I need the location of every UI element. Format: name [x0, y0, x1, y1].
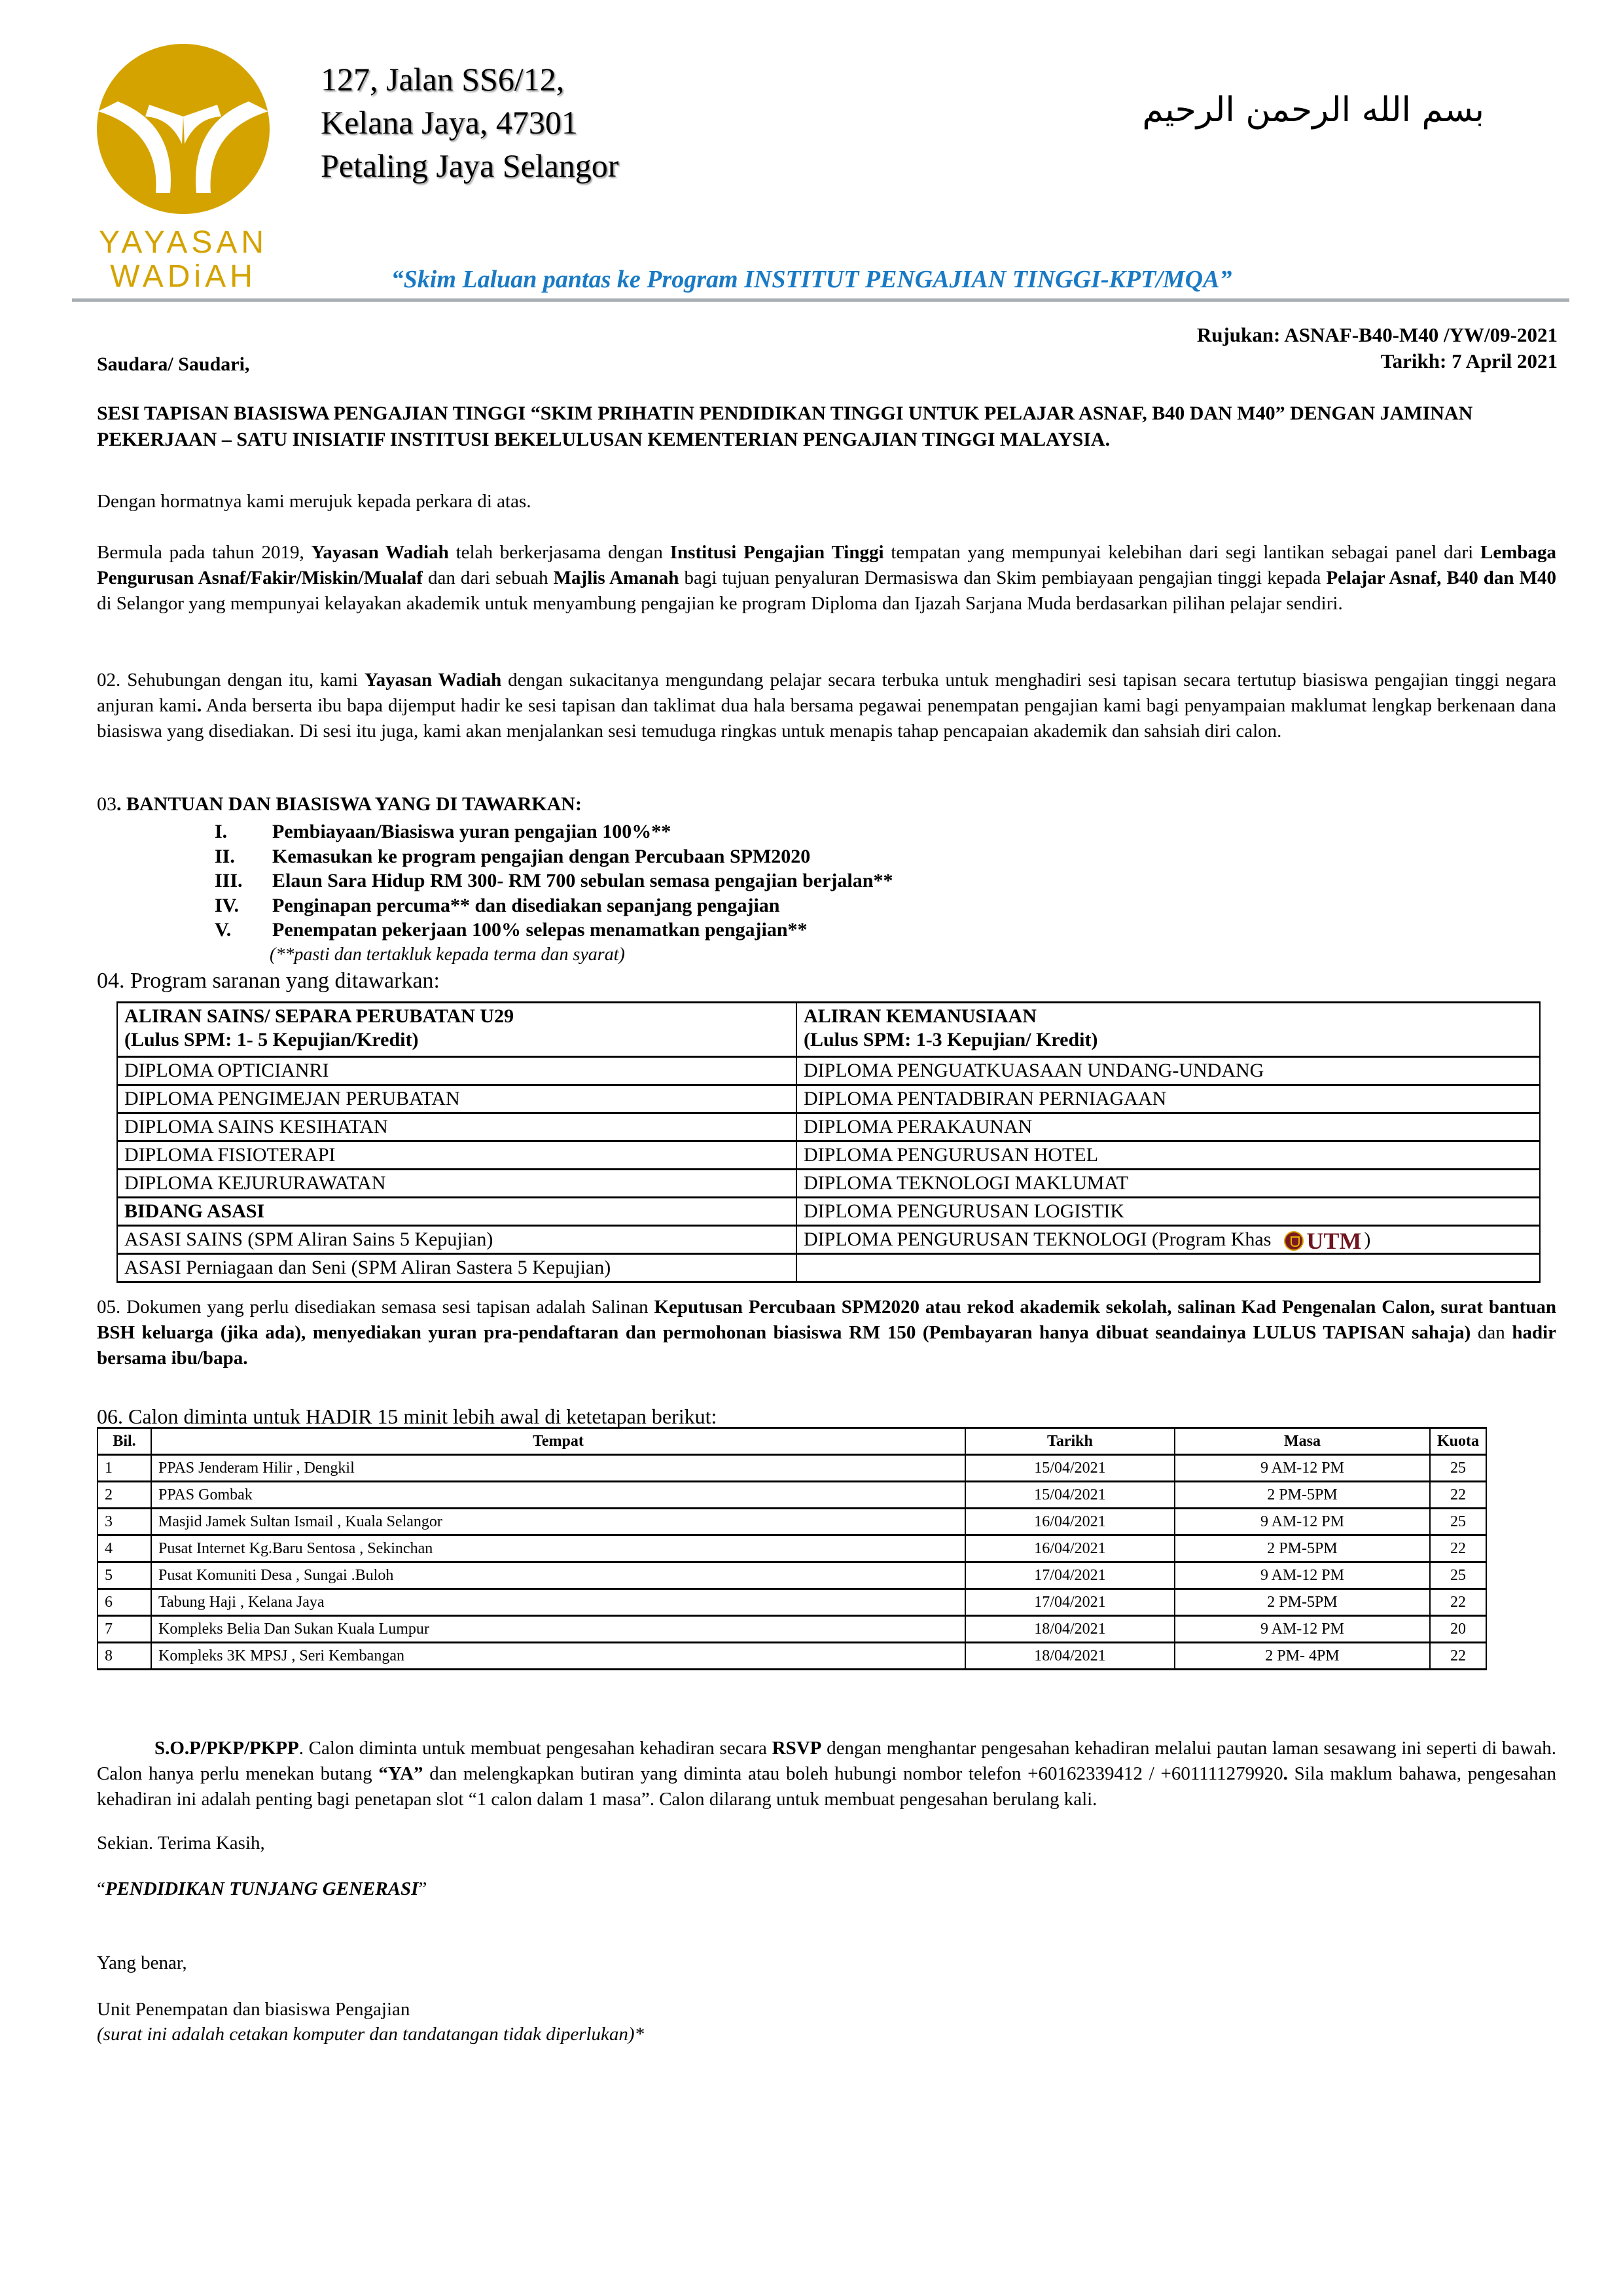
cell-masa: 9 AM-12 PM [1175, 1616, 1430, 1643]
program-name: DIPLOMA PENGURUSAN HOTEL [804, 1144, 1099, 1166]
cell-masa: 2 PM-5PM [1175, 1535, 1430, 1562]
cell-bil: 2 [98, 1482, 151, 1509]
program-row [117, 1198, 1540, 1226]
bold-run: “YA” [378, 1763, 423, 1784]
address-line: Petaling Jaya Selangor [321, 147, 619, 184]
benefit-text: Pembiayaan/Biasiswa yuran pengajian 100%** [272, 821, 671, 842]
tagline: “Skim Laluan pantas ke Program INSTITUT PENGAJIAN TINGGI-KPT/MQA” [391, 266, 1232, 293]
opening-line: Dengan hormatnya kami merujuk kepada perkara di atas. [97, 491, 531, 512]
closing-thanks: Sekian. Terima Kasih, [97, 1833, 265, 1854]
program-row [117, 1254, 1540, 1282]
salutation: Saudara/ Saudari, [97, 353, 250, 375]
bold-run: S.O.P/PKP/PKPP [154, 1738, 299, 1759]
sender-unit: Unit Penempatan dan biasiswa Pengajian [97, 1999, 410, 2020]
program-humanities [796, 1226, 1540, 1254]
reference-number: Rujukan: ASNAF-B40-M40 /YW/09-2021 [1196, 323, 1558, 346]
program-row [117, 1085, 1540, 1113]
benefit-text: Kemasukan ke program pengajian dengan Percubaan SPM2020 [272, 845, 811, 867]
text-run: 05. Dokumen yang perlu disediakan semasa sesi tapisan adalah Salinan [97, 1297, 654, 1318]
text-run: 02. Sehubungan dengan itu, kami [97, 670, 365, 691]
col-kuota: Kuota [1430, 1428, 1486, 1455]
cell-tempat: Pusat Internet Kg.Baru Sentosa , Sekinchan [151, 1535, 965, 1562]
text-run: tempatan yang mempunyai kelebihan dari segi lantikan sebagai panel dari [883, 542, 1480, 563]
cell-masa: 9 AM-12 PM [1175, 1562, 1430, 1589]
bold-run: Yayasan Wadiah [311, 542, 449, 563]
header-line: (Lulus SPM: 1- 5 Kepujian/Kredit) [124, 1029, 419, 1050]
bold-run: . [196, 695, 202, 716]
logo-emblem-icon [92, 39, 275, 223]
schedule-row [98, 1589, 1486, 1616]
bold-run: . [1283, 1763, 1288, 1784]
quote-open: “ [97, 1878, 105, 1899]
bold-run: Yayasan Wadiah [364, 670, 502, 691]
program-row [117, 1141, 1540, 1170]
program-humanities [796, 1254, 1540, 1282]
sop-paragraph [97, 1736, 1556, 1812]
cell-tarikh: 15/04/2021 [965, 1455, 1175, 1482]
text-run: . Calon diminta untuk membuat pengesahan kehadiran secara [298, 1738, 772, 1759]
program-science: DIPLOMA SAINS KESIHATAN [117, 1113, 796, 1141]
program-row [117, 1057, 1540, 1085]
cell-kuota: 22 [1430, 1643, 1486, 1670]
schedule-header [98, 1428, 1486, 1455]
address-line: Kelana Jaya, 47301 [321, 104, 578, 141]
cell-masa: 2 PM-5PM [1175, 1482, 1430, 1509]
text-run: bagi tujuan penyaluran Dermasiswa dan Skim pembiayaan pengajian tinggi kepada [679, 567, 1327, 588]
cell-tarikh: 18/04/2021 [965, 1643, 1175, 1670]
col-bil: Bil. [98, 1428, 151, 1455]
cell-kuota: 25 [1430, 1509, 1486, 1535]
benefits-list [215, 819, 893, 942]
signature-footnote: (surat ini adalah cetakan komputer dan tandatangan tidak diperlukan)* [97, 2024, 645, 2045]
programs-table [116, 1001, 1541, 1283]
program-row [117, 1113, 1540, 1141]
utm-wordmark: UTM [1306, 1228, 1362, 1255]
reference-block [1197, 322, 1558, 374]
benefit-text: Elaun Sara Hidup RM 300- RM 700 sebulan semasa pengajian berjalan** [272, 870, 893, 891]
cell-tempat: Pusat Komuniti Desa , Sungai .Buloh [151, 1562, 965, 1589]
program-row [117, 1170, 1540, 1198]
col-masa: Masa [1175, 1428, 1430, 1455]
benefit-numeral: III. [215, 870, 243, 891]
cell-kuota: 22 [1430, 1589, 1486, 1616]
section-6-title: 06. Calon diminta untuk HADIR 15 minit lebih awal di ketetapan berikut: [97, 1405, 717, 1428]
schedule-row [98, 1455, 1486, 1482]
schedule-row [98, 1643, 1486, 1670]
benefit-numeral: V. [215, 919, 232, 941]
benefit-numeral: I. [215, 821, 228, 842]
cell-bil: 6 [98, 1589, 151, 1616]
program-name: DIPLOMA PENGUATKUASAAN UNDANG-UNDANG [804, 1060, 1264, 1081]
bold-run: hadir bersama ibu/bapa. [97, 1322, 1556, 1369]
section-3-number: 03 [97, 793, 116, 815]
cell-masa: 9 AM-12 PM [1175, 1455, 1430, 1482]
program-name: DIPLOMA PENTADBIRAN PERNIAGAAN [804, 1088, 1167, 1109]
schedule-row [98, 1509, 1486, 1535]
cell-tarikh: 18/04/2021 [965, 1616, 1175, 1643]
program-humanities [796, 1057, 1540, 1085]
address-line: 127, Jalan SS6/12, [321, 61, 565, 98]
benefits-note: (**pasti dan tertakluk kepada terma dan syarat) [270, 944, 625, 965]
cell-tarikh: 16/04/2021 [965, 1509, 1175, 1535]
program-science: ASASI Perniagaan dan Seni (SPM Aliran Sastera 5 Kepujian) [117, 1254, 796, 1282]
bold-run: Institusi Pengajian Tinggi [669, 542, 884, 563]
header-science-stream [117, 1003, 796, 1057]
bold-run: Keputusan Percubaan SPM2020 atau rekod akademik sekolah, salinan Kad Pengenalan Calon, surat bantuan BSH keluarga (jika ada), menyediakan yuran pra-pendaftaran dan permohonan biasiswa RM 150 (Pembayaran hanya dibuat seandainya LULUS TAPISAN sahaja) [97, 1297, 1556, 1343]
program-humanities [796, 1113, 1540, 1141]
schedule-row [98, 1616, 1486, 1643]
cell-bil: 3 [98, 1509, 151, 1535]
motto [97, 1878, 427, 1900]
program-humanities [796, 1198, 1540, 1226]
col-tempat: Tempat [151, 1428, 965, 1455]
quote-close: ” [418, 1878, 427, 1899]
benefit-text: Penginapan percuma** dan disediakan sepanjang pengajian [272, 894, 780, 916]
header-line: ALIRAN SAINS/ SEPARA PERUBATAN U29 [124, 1005, 514, 1027]
benefit-numeral: II. [215, 845, 235, 867]
program-science: DIPLOMA KEJURURAWATAN [117, 1170, 796, 1198]
paragraph-1 [97, 540, 1556, 617]
cell-tarikh: 15/04/2021 [965, 1482, 1175, 1509]
program-humanities [796, 1141, 1540, 1170]
logo-text-wadiah: WADiAH [110, 259, 257, 294]
paragraph-2 [97, 668, 1556, 744]
cell-kuota: 25 [1430, 1562, 1486, 1589]
bold-run: RSVP [772, 1738, 822, 1759]
programs-table-header [117, 1003, 1540, 1057]
bold-run: Pelajar Asnaf, B40 dan M40 [1326, 567, 1556, 588]
program-humanities [796, 1170, 1540, 1198]
letter-date: Tarikh: 7 April 2021 [1380, 350, 1558, 372]
motto-text: PENDIDIKAN TUNJANG GENERASI [105, 1878, 419, 1899]
col-tarikh: Tarikh [965, 1428, 1175, 1455]
text-run: dengan sukacitanya mengundang pelajar secara terbuka untuk menghadiri sesi tapisan secara tertutup biasiswa pengajian tinggi negara anjuran kami [97, 670, 1556, 716]
cell-tempat: Tabung Haji , Kelana Jaya [151, 1589, 965, 1616]
program-row [117, 1226, 1540, 1254]
program-name: DIPLOMA TEKNOLOGI MAKLUMAT [804, 1172, 1129, 1194]
cell-tempat: PPAS Jenderam Hilir , Dengkil [151, 1455, 965, 1482]
benefit-item [215, 893, 893, 918]
utm-seal-icon [1284, 1231, 1304, 1251]
cell-tempat: Kompleks 3K MPSJ , Seri Kembangan [151, 1643, 965, 1670]
text-run: dan dari sebuah [422, 567, 554, 588]
cell-tarikh: 17/04/2021 [965, 1589, 1175, 1616]
cell-masa: 9 AM-12 PM [1175, 1509, 1430, 1535]
text-run: dengan menghantar pengesahan kehadiran melalui pautan laman sesawang ini seperti di bawah. Calon hanya perlu menekan butang [97, 1738, 1556, 1784]
benefit-item [215, 844, 893, 869]
schedule-table [97, 1427, 1487, 1670]
program-science: ASASI SAINS (SPM Aliran Sains 5 Kepujian) [117, 1226, 796, 1254]
cell-bil: 4 [98, 1535, 151, 1562]
program-science: DIPLOMA OPTICIANRI [117, 1057, 796, 1085]
bold-run: Majlis Amanah [553, 567, 679, 588]
benefit-text: Penempatan pekerjaan 100% selepas menamatkan pengajian** [272, 919, 808, 941]
closing-yours: Yang benar, [97, 1952, 187, 1973]
closing-paren: ) [1364, 1229, 1371, 1250]
program-name: DIPLOMA PENGURUSAN TEKNOLOGI (Program Khas [804, 1229, 1272, 1250]
program-science: DIPLOMA PENGIMEJAN PERUBATAN [117, 1085, 796, 1113]
program-name: DIPLOMA PENGURUSAN LOGISTIK [804, 1200, 1125, 1222]
header-humanities-stream [796, 1003, 1540, 1057]
cell-tarikh: 17/04/2021 [965, 1562, 1175, 1589]
paragraph-5 [97, 1295, 1556, 1371]
cell-bil: 1 [98, 1455, 151, 1482]
cell-tempat: Masjid Jamek Sultan Ismail , Kuala Selangor [151, 1509, 965, 1535]
benefit-item [215, 819, 893, 844]
cell-kuota: 20 [1430, 1616, 1486, 1643]
cell-tarikh: 16/04/2021 [965, 1535, 1175, 1562]
text-run: dan [1471, 1322, 1512, 1343]
section-4-title: 04. Program saranan yang ditawarkan: [97, 969, 440, 993]
program-name: DIPLOMA PERAKAUNAN [804, 1116, 1033, 1138]
cell-bil: 8 [98, 1643, 151, 1670]
text-run: dan melengkapkan butiran yang diminta atau boleh hubungi nombor telefon +60162339412 / +601111279920 [423, 1763, 1283, 1784]
program-science: BIDANG ASASI [117, 1198, 796, 1226]
benefit-item [215, 869, 893, 893]
address-block [321, 58, 618, 187]
letter-subject: SESI TAPISAN BIASISWA PENGAJIAN TINGGI “SKIM PRIHATIN PENDIDIKAN TINGGI UNTUK PELAJAR ASNAF, B40 DAN M40” DENGAN JAMINAN PEKERJAAN – SATU INISIATIF INSTITUSI BEKELULUSAN KEMENTERIAN PENGAJIAN TINGGI MALAYSIA. [97, 403, 1473, 450]
text-run: di Selangor yang mempunyai kelayakan akademik untuk menyambung pengajian ke program Diploma dan Ijazah Sarjana Muda berdasarkan pilihan pelajar sendiri. [97, 593, 1343, 614]
schedule-row [98, 1562, 1486, 1589]
text-run: telah berkerjasama dengan [448, 542, 670, 563]
header-divider [72, 298, 1569, 302]
cell-bil: 7 [98, 1616, 151, 1643]
program-humanities [796, 1085, 1540, 1113]
cell-kuota: 25 [1430, 1455, 1486, 1482]
benefit-numeral: IV. [215, 894, 239, 916]
yayasan-wadiah-logo [92, 39, 275, 295]
header-line: ALIRAN KEMANUSIAAN [804, 1005, 1037, 1027]
cell-kuota: 22 [1430, 1482, 1486, 1509]
utm-logo [1284, 1228, 1362, 1255]
text-run: Bermula pada tahun 2019, [97, 542, 312, 563]
cell-bil: 5 [98, 1562, 151, 1589]
cell-tempat: PPAS Gombak [151, 1482, 965, 1509]
program-science: DIPLOMA FISIOTERAPI [117, 1141, 796, 1170]
cell-masa: 2 PM- 4PM [1175, 1643, 1430, 1670]
bold-run: Lembaga Pengurusan Asnaf/Fakir/Miskin/Mualaf [97, 542, 1556, 588]
logo-text-yayasan: YAYASAN [98, 225, 268, 260]
cell-kuota: 22 [1430, 1535, 1486, 1562]
benefit-item [215, 918, 893, 942]
cell-tempat: Kompleks Belia Dan Sukan Kuala Lumpur [151, 1616, 965, 1643]
schedule-row [98, 1535, 1486, 1562]
bismillah: بسم الله الرحمن الرحيم [1142, 90, 1484, 130]
section-3-heading: . BANTUAN DAN BIASISWA YANG DI TAWARKAN: [116, 793, 582, 815]
text-run: Sila maklum bahawa, pengesahan kehadiran ini adalah penting bagi penetapan slot “1 calon dalam 1 masa”. Calon dilarang untuk membuat pengesahan berulang kali. [97, 1763, 1557, 1810]
schedule-row [98, 1482, 1486, 1509]
text-run: Anda berserta ibu bapa dijemput hadir ke sesi tapisan dan taklimat dua hala bersama pegawai penempatan pengajian kami bagi penyampaian maklumat lengkap berkenaan dana biasiswa yang disediakan. Di sesi itu juga, kami akan menjalankan sesi temuduga ringkas untuk menapis tahap pencapaian akademik dan sahsiah diri calon. [97, 695, 1556, 742]
header-line: (Lulus SPM: 1-3 Kepujian/ Kredit) [804, 1029, 1098, 1050]
section-3-title [97, 793, 582, 816]
cell-masa: 2 PM-5PM [1175, 1589, 1430, 1616]
